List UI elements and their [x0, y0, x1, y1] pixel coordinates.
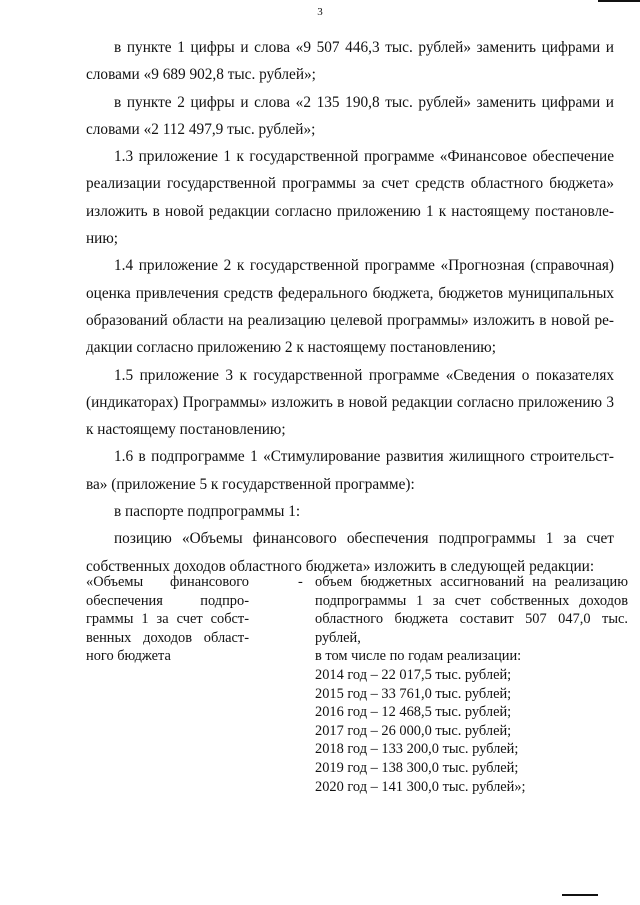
- document-body: [86, 34, 614, 580]
- position-content: [315, 573, 628, 796]
- year-line: 2018 год – 133 200,0 тыс. рублей;: [315, 741, 519, 758]
- paragraph-1-5: 1.5 приложение 3 к государственной программе «Сведения о показателях (индикаторах) Программы» изложить в новой редакции согласно приложению 3 к настоящему постановлению;: [86, 366, 614, 439]
- year-line: 2017 год – 26 000,0 тыс. рублей;: [315, 722, 512, 739]
- year-line: 2016 год – 12 468,5 тыс. рублей;: [315, 704, 512, 721]
- paragraph-1-4: 1.4 приложение 2 к государственной программе «Прогнозная (справочная) оценка привлечения средств федерального бюджета, бюджетов муниципальных образований области на реализацию целевой программы» изложить в новой редакции согласно приложению 2 к настоящему постановлению;: [86, 257, 614, 357]
- funding-intro: объем бюджетных ассигнований на реализацию подпрограммы 1 за счет собственных доходов областного бюджета составит 507 047,0 тыс. рублей,: [315, 574, 628, 646]
- year-line: 2015 год – 33 761,0 тыс. рублей;: [315, 685, 512, 702]
- years-subtitle: в том числе по годам реализации:: [315, 648, 522, 665]
- year-line: 2014 год – 22 017,5 тыс. рублей;: [315, 666, 512, 683]
- paragraph-1-3: 1.3 приложение 1 к государственной программе «Финансовое обеспечение реализации государственной программы за счет средств областного бюджета» изложить в новой редакции согласно приложению 1 к настоящему постановлению;: [86, 148, 614, 248]
- top-corner-mark: [598, 0, 640, 2]
- position-dash: -: [298, 574, 303, 590]
- bottom-corner-mark: [562, 894, 598, 896]
- paragraph-item-1-change: в пункте 1 цифры и слова «9 507 446,3 тыс. рублей» заменить цифрами и словами «9 689 902,8 тыс. рублей»;: [86, 39, 614, 84]
- page-number: 3: [317, 6, 323, 18]
- position-title: «Объемы финансового обеспечения подпрограммы 1 за счет собственных доходов областного бюджета: [86, 574, 249, 665]
- paragraph-1-6: 1.6 в подпрограмме 1 «Стимулирование развития жилищного строительства» (приложение 5 к государственной программе):: [86, 448, 614, 493]
- paragraph-passport: в паспорте подпрограммы 1:: [114, 503, 301, 521]
- paragraph-position: позицию «Объемы финансового обеспечения подпрограммы 1 за счет собственных доходов областного бюджета» изложить в следующей редакции:: [86, 530, 614, 575]
- year-line: 2019 год – 138 300,0 тыс. рублей;: [315, 759, 519, 776]
- year-line: 2020 год – 141 300,0 тыс. рублей»;: [315, 778, 526, 795]
- paragraph-item-2-change: в пункте 2 цифры и слова «2 135 190,8 тыс. рублей» заменить цифрами и словами «2 112 497,9 тыс. рублей»;: [86, 93, 614, 138]
